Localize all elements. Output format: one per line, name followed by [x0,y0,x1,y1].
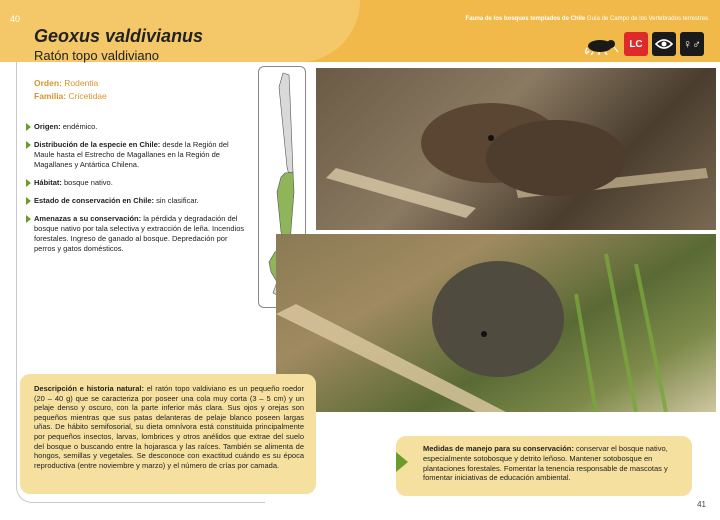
fact-text: la pérdida y degradación del bosque nativo por tala selectiva y extracción de leña. Incendios forestales. Ingreso de ganado al bosque. Depredación por perros y gatos domésticos. [34,214,245,253]
management-arrow-icon [396,452,408,472]
management-label: Medidas de manejo para su conservación: [423,444,574,453]
facts-list [26,122,246,262]
female-male-symbols-icon: ♀♂ [680,32,704,56]
bullet-arrow-icon [26,197,31,205]
series-title-rest: Guía de Campo de los Vertebrados terrestres [586,16,708,22]
eye-icon [652,32,676,56]
taxonomy-block [34,77,107,103]
fact-label: Amenazas a su conservación: [34,214,142,223]
bullet-arrow-icon [26,123,31,131]
family-row [34,90,107,103]
family-value: Cricetidae [68,91,107,101]
description-label: Descripción e historia natural: [34,384,144,393]
fact-conservation-status [26,196,246,206]
fact-text: desde la Región del Maule hasta el Estrecho de Magallanes en la Región de Magallanes y Antártica Chilena. [34,140,229,169]
series-title-bold: Fauna de los bosques templados de Chile [465,16,586,22]
fact-text: bosque nativo. [64,178,113,187]
fact-habitat [26,178,246,188]
series-title [466,16,708,22]
fact-distribution [26,140,246,170]
order-row [34,77,107,90]
page-number-left: 40 [10,14,21,24]
fact-label: Origen: [34,122,61,131]
description-text [34,384,304,470]
bullet-arrow-icon [26,141,31,149]
icon-strip [584,32,704,56]
description-body: el ratón topo valdiviano es un pequeño roedor (20 – 40 g) que se caracteriza por poseer una cola muy corta (3 – 5 cm) y un pelaje denso y oscuro, con la parte inferior más clara. Sus ojos y orejas son pequeños mientras que sus patas delanteras de pelaje blanco poseen largas uñas. De hábito semifosorial, su dieta omnívora está constituida principalmente por pequeños insectos, larvas, lombrices y otros anélidos que extrae del suelo del bosque o buscando entre la hojarasca y las raíces. También se alimenta de hongos, semillas y vegetales. Se desconoce con exactitud cuándo es su época reproductiva (entre noviembre y marzo) y el número de crías por camada. [34,384,304,470]
management-text [423,444,687,483]
bullet-arrow-icon [26,179,31,187]
family-label: Familia: [34,91,67,101]
fact-label: Hábitat: [34,178,62,187]
rodent-icon [584,32,620,56]
fact-origin [26,122,246,132]
fact-text: sin clasificar. [156,196,199,205]
photo-rodent-bottom [276,234,716,412]
photo-rodent-top [316,68,716,230]
fact-label: Estado de conservación en Chile: [34,196,155,205]
fact-threats [26,214,246,254]
fact-text: endémico. [62,122,98,131]
species-title: Geoxus valdivianus [34,26,204,46]
least-concern-badge: LC [624,32,648,56]
common-name: Ratón topo valdiviano [34,48,160,63]
bullet-arrow-icon [26,215,31,223]
order-label: Orden: [34,78,62,88]
fact-label: Distribución de la especie en Chile: [34,140,161,149]
management-body: conservar el bosque nativo, especialmente sotobosque y detrito leñoso. Mantener sotobosque en plantaciones forestales. Fomentar la tenencia responsable de mascotas y fomentar iniciativas de educación ambiental. [423,444,668,483]
order-value: Rodentia [64,78,99,88]
page-number-right: 41 [697,500,706,509]
